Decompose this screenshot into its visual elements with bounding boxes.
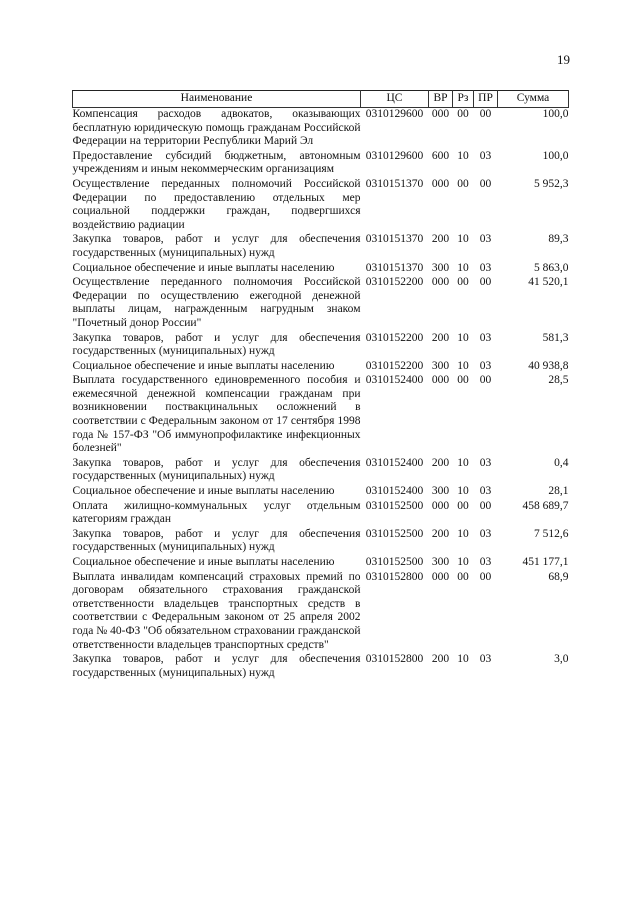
row-cs-code: 0310151370 [365,233,424,246]
row-pr-code: 00 [479,374,492,387]
row-cs-code: 0310129600 [365,149,424,162]
row-rz-code: 00 [457,499,469,512]
row-pr-code: 03 [479,261,492,274]
row-sum: 41 520,1 [528,276,569,289]
row-sum: 40 938,8 [528,359,569,372]
row-vr-code: 000 [431,499,450,512]
row-rz-code: 00 [457,570,469,583]
row-sum: 5 952,3 [534,177,569,190]
row-sum: 100,0 [542,149,569,162]
row-rz-code: 00 [457,177,469,190]
row-pr-code: 03 [479,456,492,469]
row-rz-code: 00 [457,374,469,387]
table-row [73,457,569,485]
row-cs-code: 0310152200 [365,331,424,344]
row-vr-code: 600 [431,149,450,162]
table-row [73,374,569,457]
table-row [73,571,569,654]
table-body [73,108,569,682]
row-pr-code: 03 [479,233,492,246]
row-rz-code: 10 [457,456,469,469]
table-row [73,360,569,375]
table-row [73,653,569,681]
row-sum: 0,4 [554,456,569,469]
row-name: Выплата государственного единовременного пособия и ежемесячной денежной компенсации гражданам при возникновении поствакцинальных осложнений в соответствии с Федеральным законом от 17 сентября 1998 года № 157-ФЗ "Об иммунопрофилактике инфекционных болезней" [72,374,361,455]
row-rz-code: 10 [457,261,469,274]
row-cs-code: 0310152500 [365,527,424,540]
header-rz: Рз [453,91,474,108]
header-name: Наименование [73,91,361,108]
row-cs-code: 0310152800 [365,570,424,583]
row-vr-code: 200 [431,653,450,666]
row-vr-code: 300 [431,556,450,568]
table-row [73,500,569,528]
row-sum: 7 512,6 [534,527,569,540]
row-vr-code: 000 [431,570,450,583]
row-name: Закупка товаров, работ и услуг для обеспечения государственных (муниципальных) нужд [72,456,361,483]
row-cs-code: 0310152500 [365,499,424,512]
row-rz-code: 10 [457,359,469,372]
table-row [73,485,569,500]
row-vr-code: 000 [431,108,450,120]
table-row [73,332,569,360]
row-name: Осуществление переданных полномочий Российской Федерации по предоставлению отдельных мер социальной поддержки граждан, подвергшихся воздействию радиации [72,177,361,231]
row-rz-code: 00 [457,108,469,120]
table-header-row [73,91,569,108]
row-rz-code: 10 [457,485,469,498]
row-sum: 68,9 [548,570,569,583]
table-row [73,108,569,150]
row-pr-code: 03 [479,331,492,344]
row-pr-code: 00 [479,570,492,583]
row-pr-code: 03 [479,527,492,540]
row-pr-code: 03 [479,149,492,162]
row-name: Социальное обеспечение и иные выплаты населению [72,261,335,274]
row-rz-code: 10 [457,149,469,162]
row-name: Закупка товаров, работ и услуг для обеспечения государственных (муниципальных) нужд [72,233,361,259]
table-row [73,262,569,277]
row-vr-code: 200 [431,456,450,469]
row-cs-code: 0310151370 [365,261,424,274]
row-cs-code: 0310152500 [365,556,424,568]
row-sum: 581,3 [542,331,569,344]
header-cs: ЦС [361,91,429,108]
row-pr-code: 00 [479,276,492,289]
row-cs-code: 0310152200 [365,276,424,289]
row-rz-code: 10 [457,331,469,344]
row-vr-code: 000 [431,374,450,387]
row-pr-code: 03 [479,556,492,568]
header-vr: ВР [429,91,453,108]
row-name: Закупка товаров, работ и услуг для обеспечения государственных (муниципальных) нужд [72,653,361,679]
row-sum: 28,1 [548,485,569,498]
budget-table [72,90,569,681]
row-name: Предоставление субсидий бюджетным, автономным учреждениям и иным некоммерческим организациям [72,149,361,176]
row-name: Социальное обеспечение и иные выплаты населению [72,556,335,568]
row-cs-code: 0310151370 [365,177,424,190]
row-vr-code: 200 [431,331,450,344]
row-pr-code: 03 [479,653,492,666]
table-row [73,178,569,233]
row-pr-code: 00 [479,499,492,512]
row-sum: 5 863,0 [534,261,569,274]
page-number: 19 [557,52,570,67]
row-cs-code: 0310152400 [365,456,424,469]
row-vr-code: 200 [431,233,450,246]
row-cs-code: 0310152400 [365,485,424,498]
row-pr-code: 03 [479,485,492,498]
row-vr-code: 000 [431,276,450,289]
header-pr: ПР [474,91,498,108]
row-sum: 89,3 [548,233,569,246]
row-vr-code: 300 [431,485,450,498]
header-sum: Сумма [498,91,569,108]
row-name: Социальное обеспечение и иные выплаты населению [72,485,335,498]
row-name: Осуществление переданного полномочия Российской Федерации по осуществлению ежегодной денежной выплаты лицам, награжденным нагрудным знаком "Почетный донор России" [72,276,361,329]
table-row [73,528,569,556]
row-cs-code: 0310152200 [365,359,424,372]
row-name: Компенсация расходов адвокатов, оказывающих бесплатную юридическую помощь гражданам Российской Федерации на территории Республики Марий Эл [72,108,361,148]
row-rz-code: 10 [457,653,469,666]
row-pr-code: 03 [479,359,492,372]
row-sum: 100,0 [542,108,569,120]
row-rz-code: 10 [457,556,469,568]
row-sum: 451 177,1 [522,556,569,568]
table-row [73,556,569,571]
row-sum: 458 689,7 [522,499,569,512]
row-name: Выплата инвалидам компенсаций страховых премий по договорам обязательного страхования гражданской ответственности владельцев транспортных средств в соответствии с Федеральным законом от 25 апреля 2002 года № 40-ФЗ "Об обязательном страховании гражданской ответственности владельцев транспортных средств" [72,570,361,651]
row-rz-code: 10 [457,233,469,246]
row-vr-code: 200 [431,527,450,540]
row-name: Социальное обеспечение и иные выплаты населению [72,359,335,372]
row-sum: 28,5 [548,374,569,387]
row-rz-code: 00 [457,276,469,289]
table-row [73,276,569,331]
row-cs-code: 0310152400 [365,374,424,387]
table-row [73,233,569,261]
row-cs-code: 0310152800 [365,653,424,666]
row-pr-code: 00 [479,177,492,190]
row-cs-code: 0310129600 [365,108,424,120]
table-row [73,150,569,178]
row-vr-code: 000 [431,177,450,190]
row-name: Закупка товаров, работ и услуг для обеспечения государственных (муниципальных) нужд [72,527,361,554]
row-pr-code: 00 [479,108,492,120]
row-sum: 3,0 [554,653,569,666]
row-name: Закупка товаров, работ и услуг для обеспечения государственных (муниципальных) нужд [72,331,361,358]
row-vr-code: 300 [431,359,450,372]
row-name: Оплата жилищно-коммунальных услуг отдельным категориям граждан [72,499,361,526]
row-vr-code: 300 [431,261,450,274]
row-rz-code: 10 [457,527,469,540]
